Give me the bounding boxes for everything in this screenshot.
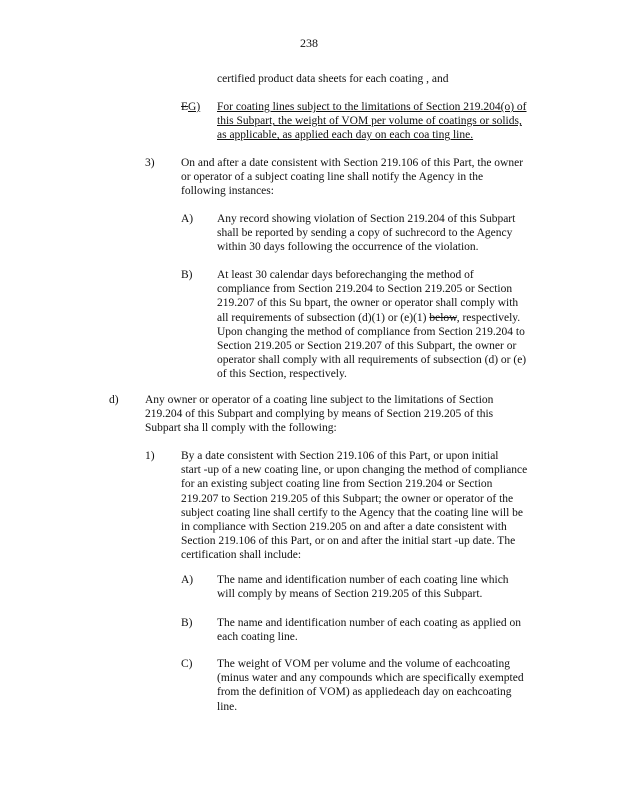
item-d1b-label: B) — [181, 617, 193, 629]
item-3a-label: A) — [181, 213, 194, 225]
item-g-text: For coating lines subject to the limitations of Section 219.204(o) of this Subpart, the weight of VOM per volume of coatings or solids, as applicable, as applied each day on each coa ting line. — [217, 101, 527, 142]
item-g-label: EG) — [181, 101, 201, 113]
item-3b-text: At least 30 calendar days beforechanging the method of compliance from Section 219.204 to Section 219.205 or Section 219.207 of this Su bpart, the owner or operator shall comply with all requirements of subsection (d)(1) or (e)(1) below, respectively. Upon changing the method of compliance from Section 219.204 to Section 219.205 or Section 219.207 of this Subpart, the owner or operator shall comply with all requirements of subsection (d) or (e) of this Section, respectively. — [217, 269, 527, 381]
continued-fragment: certified product data sheets for each coating , and — [217, 73, 449, 85]
item-d1b-text: The name and identification number of each coating as applied on each coating line. — [217, 617, 521, 644]
item-d-text: Any owner or operator of a coating line subject to the limitations of Section 219.204 of this Subpart and complying by means of Section 219.205 of this Subpart sha ll comply with the following: — [145, 394, 494, 435]
item-d-label: d) — [109, 394, 119, 406]
item-3a-text: Any record showing violation of Section 219.204 of this Subpart shall be reported by sending a copy of suchrecord to the Agency within 30 days following the occurrence of the violation. — [217, 213, 516, 254]
item-d1a-text: The name and identification number of each coating line which will comply by means of Section 219.205 of this Subpart. — [217, 574, 509, 601]
item-d1-label: 1) — [145, 450, 155, 462]
page-number: 238 — [300, 36, 318, 50]
item-d1c-text: The weight of VOM per volume and the volume of eachcoating (minus water and any compounds which are specifically exempted from the definition of VOM) as appliedeach day on eachcoating line. — [217, 658, 524, 713]
item-d1a-label: A) — [181, 574, 194, 586]
item-3-label: 3) — [145, 157, 155, 169]
item-3b-label: B) — [181, 269, 193, 281]
item-3-text: On and after a date consistent with Section 219.106 of this Part, the owner or operator of a subject coating line shall notify the Agency in the following instances: — [181, 157, 524, 198]
item-d1c-label: C) — [181, 658, 193, 670]
item-d1-text: By a date consistent with Section 219.106 of this Part, or upon initial start -up of a new coating line, or upon changing the method of compliance for an existing subject coating line from Section 219.204 or Section 219.207 to Section 219.205 of this Subpart; the owner or operator of the subject coating line shall certify to the Agency that the coating line will be in compliance with Section 219.205 on and after a date consistent with Section 219.106 of this Part, or on and after the initial start -up date. The certification shall include: — [181, 450, 528, 562]
